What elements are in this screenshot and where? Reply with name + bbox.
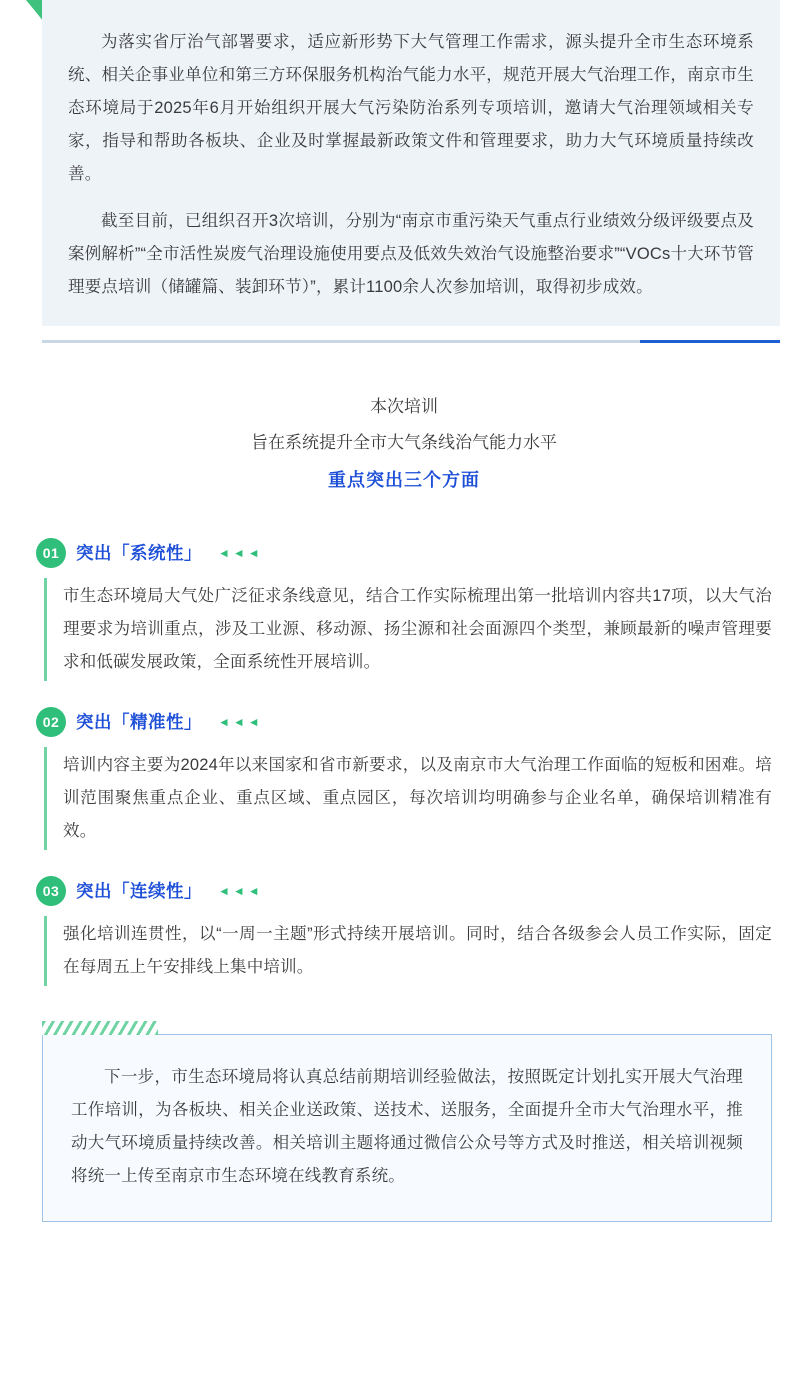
sections-list — [36, 538, 778, 986]
intro-divider — [42, 340, 780, 343]
headline-block — [0, 389, 808, 502]
section-body — [44, 747, 778, 850]
headline-line-2: 旨在系统提升全市大气条线治气能力水平 — [251, 432, 557, 452]
section-title: 突出「精准性」 — [76, 712, 202, 733]
section-body-text: 强化培训连贯性，以“一周一主题”形式持续开展培训。同时，结合各级参会人员工作实际，固定在每周五上午安排线上集中培训。 — [63, 924, 772, 976]
section-body — [44, 578, 778, 681]
left-arrows-icon: ◄◄◄ — [218, 545, 263, 560]
closing-section — [42, 1034, 772, 1222]
intro-panel — [42, 0, 780, 326]
zigzag-decoration — [42, 1021, 158, 1035]
section-header — [36, 538, 778, 568]
section-number-badge: 02 — [36, 707, 66, 737]
headline-line-1: 本次培训 — [370, 397, 438, 416]
left-arrows-icon: ◄◄◄ — [218, 714, 263, 729]
section-body — [44, 916, 778, 986]
section-title: 突出「连续性」 — [76, 881, 202, 902]
section-item — [36, 538, 778, 681]
closing-card — [42, 1034, 772, 1222]
section-body-text: 市生态环境局大气处广泛征求条线意见，结合工作实际梳理出第一批培训内容共17项，以大气治理要求为培训重点，涉及工业源、移动源、扬尘源和社会面源四个类型，兼顾最新的噪声管理要求和低碳发展政策，全面系统性开展培训。 — [63, 586, 772, 671]
left-arrows-icon: ◄◄◄ — [218, 883, 263, 898]
section-number-badge: 01 — [36, 538, 66, 568]
section-header — [36, 707, 778, 737]
section-title: 突出「系统性」 — [76, 543, 202, 564]
bottom-spacer — [0, 1222, 808, 1382]
section-number-badge: 03 — [36, 876, 66, 906]
headline-line-3: 重点突出三个方面 — [328, 470, 480, 491]
section-item — [36, 876, 778, 986]
section-body-text: 培训内容主要为2024年以来国家和省市新要求，以及南京市大气治理工作面临的短板和困难。培训范围聚焦重点企业、重点区域、重点园区，每次培训均明确参与企业名单，确保培训精准有效。 — [63, 755, 772, 840]
intro-paragraph-1: 为落实省厅治气部署要求，适应新形势下大气管理工作需求，源头提升全市生态环境系统、相关企事业单位和第三方环保服务机构治气能力水平，规范开展大气治理工作，南京市生态环境局于2025年6月开始组织开展大气污染防治系列专项培训，邀请大气治理领域相关专家，指导和帮助各板块、企业及时掌握最新政策文件和管理要求，助力大气环境质量持续改善。 — [68, 33, 754, 183]
intro-paragraph-2: 截至目前，已组织召开3次培训，分别为“南京市重污染天气重点行业绩效分级评级要点及案例解析”“全市活性炭废气治理设施使用要点及低效失效治气设施整治要求”“VOCs十大环节管理要点培训（储罐篇、装卸环节）”，累计1100余人次参加培训，取得初步成效。 — [68, 212, 754, 296]
closing-text: 下一步，市生态环境局将认真总结前期培训经验做法，按照既定计划扎实开展大气治理工作培训，为各板块、相关企业送政策、送技术、送服务，全面提升全市大气治理水平，推动大气环境质量持续改善。相关培训主题将通过微信公众号等方式及时推送，相关培训视频将统一上传至南京市生态环境在线教育系统。 — [71, 1067, 743, 1185]
section-item — [36, 707, 778, 850]
section-header — [36, 876, 778, 906]
